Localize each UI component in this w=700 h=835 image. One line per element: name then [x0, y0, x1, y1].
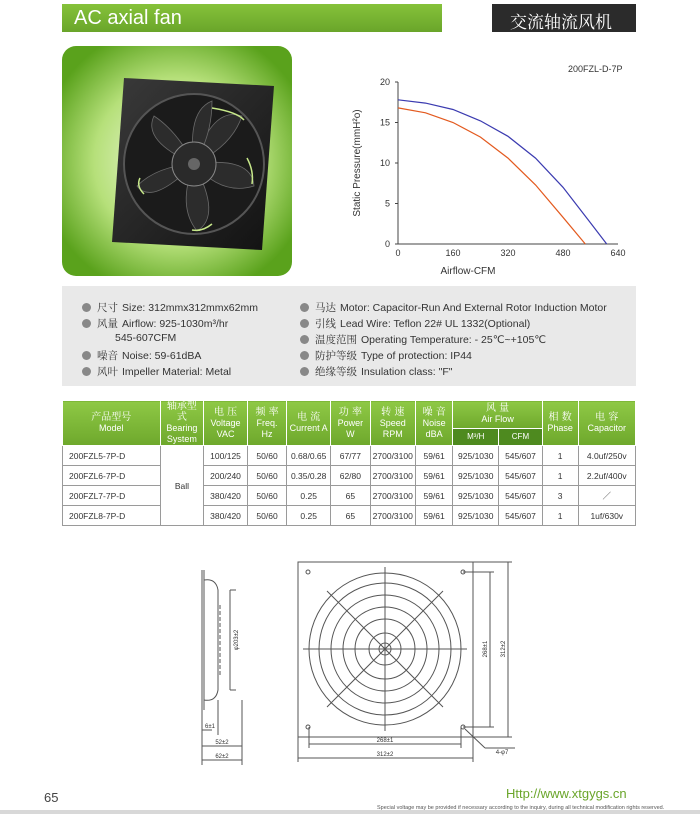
performance-chart [340, 70, 640, 280]
x-tick-label: 480 [555, 248, 571, 258]
bullet-icon [300, 351, 309, 360]
bullet-icon [82, 303, 91, 312]
chart-title: 200FZL-D-7P [568, 64, 623, 74]
th-bearing: 轴承型式 Bearing System [160, 401, 204, 446]
y-tick-label: 20 [379, 77, 390, 87]
table-row: 200FZL8-7P-D 380/420 50/60 0.25 65 2700/3100 59/61 925/1030 545/607 1 1uf/630v [63, 506, 636, 526]
th-airflow: 风 量 Air Flow [453, 401, 542, 429]
th-airflow-m3h: M³/H [453, 428, 499, 445]
bearing-cell: Ball [160, 446, 204, 526]
spec-airflow: 风量 Airflow: 925-1030m³/hr [82, 316, 228, 331]
side-dim1: 6±1 [205, 724, 215, 730]
header-title-box [486, 4, 636, 32]
bullet-icon [300, 335, 309, 344]
fan-product-image [62, 46, 292, 276]
x-tick-label: 640 [610, 248, 626, 258]
series-line-0 [398, 100, 607, 244]
front-dim-v2: 312±2 [501, 640, 507, 658]
side-dia-label: φ203±2 [234, 629, 240, 651]
spec-insulation: 绝缘等级 Insulation class: "F" [300, 364, 453, 379]
x-axis-label: Airflow-CFM [440, 266, 496, 277]
spec-size: 尺寸 Size: 312mmx312mmx62mm [82, 300, 258, 315]
website-link[interactable]: Http://www.xtgygs.cn [506, 786, 627, 801]
side-dim3: 62±2 [215, 754, 229, 760]
th-current: 电 流 Current A [287, 401, 331, 446]
spec-impeller: 风叶 Impeller Material: Metal [82, 364, 231, 379]
front-view-drawing [290, 552, 530, 767]
y-tick-label: 0 [384, 239, 390, 249]
x-tick-label: 320 [500, 248, 516, 258]
spec-airflow-cfm: 545-607CFM [115, 332, 177, 344]
front-dim-h2: 312±2 [376, 752, 394, 758]
spec-motor: 马达 Motor: Capacitor-Run And External Rotor Induction Motor [300, 300, 607, 315]
spec-lead-wire: 引线 Lead Wire: Teflon 22# UL 1332(Optional) [300, 316, 530, 331]
side-view-drawing [190, 560, 260, 770]
th-airflow-cfm: CFM [499, 428, 543, 445]
bullet-icon [300, 303, 309, 312]
y-tick-label: 10 [379, 158, 390, 168]
header-title-en: AC axial fan [74, 7, 182, 29]
y-tick-label: 15 [379, 117, 390, 128]
front-dim-h1: 268±1 [376, 738, 394, 744]
x-tick-label: 160 [445, 248, 461, 258]
front-hole-label: 4-φ7 [495, 750, 509, 756]
page-header [62, 4, 636, 32]
model-spec-table [62, 400, 636, 526]
th-phase: 相 数 Phase [542, 401, 578, 446]
bullet-icon [82, 319, 91, 328]
spec-noise: 噪音 Noise: 59-61dBA [82, 348, 201, 363]
table-row: 200FZL7-7P-D 380/420 50/60 0.25 65 2700/3100 59/61 925/1030 545/607 3 ／ [63, 486, 636, 506]
y-tick-label: 5 [384, 198, 390, 209]
header-title-bar [62, 4, 442, 32]
bullet-icon [82, 351, 91, 360]
th-capacitor: 电 容 Capacitor [578, 401, 635, 446]
bullet-icon [82, 367, 91, 376]
front-dim-v1: 268±1 [483, 640, 489, 658]
table-row: 200FZL6-7P-D 200/240 50/60 0.35/0.28 62/80 2700/3100 59/61 925/1030 545/607 1 2.2uf/400v [63, 466, 636, 486]
spec-temperature: 温度范围 Operating Temperature: - 25℃~+105℃ [300, 332, 546, 347]
spec-panel [62, 286, 636, 386]
th-power: 功 率 Power W [331, 401, 371, 446]
th-speed: 转 速 Speed RPM [370, 401, 415, 446]
bullet-icon [300, 367, 309, 376]
header-title-cn: 交流轴流风机 [510, 13, 612, 33]
th-voltage: 电 压 Voltage VAC [204, 401, 248, 446]
series-line-1 [398, 108, 585, 244]
table-row: 200FZL5-7P-D Ball 100/125 50/60 0.68/0.65 67/77 2700/3100 59/61 925/1030 545/607 1 4.0uf/250v [63, 446, 636, 466]
side-dim2: 52±2 [215, 740, 229, 746]
bullet-icon [300, 319, 309, 328]
y-axis-label: Static Pressure(mmH²o) [352, 109, 363, 217]
th-freq: 频 率 Freq. Hz [247, 401, 286, 446]
footer-note: Special voltage may be provided if necessary according to the inquiry, during all technical modification rights reserved. [377, 805, 665, 811]
x-tick-label: 0 [395, 248, 401, 258]
th-model: 产品型号 Model [63, 401, 161, 446]
th-noise: 噪 音 Noise dBA [415, 401, 453, 446]
spec-protection: 防护等级 Type of protection: IP44 [300, 348, 472, 363]
page-number: 65 [44, 790, 59, 805]
